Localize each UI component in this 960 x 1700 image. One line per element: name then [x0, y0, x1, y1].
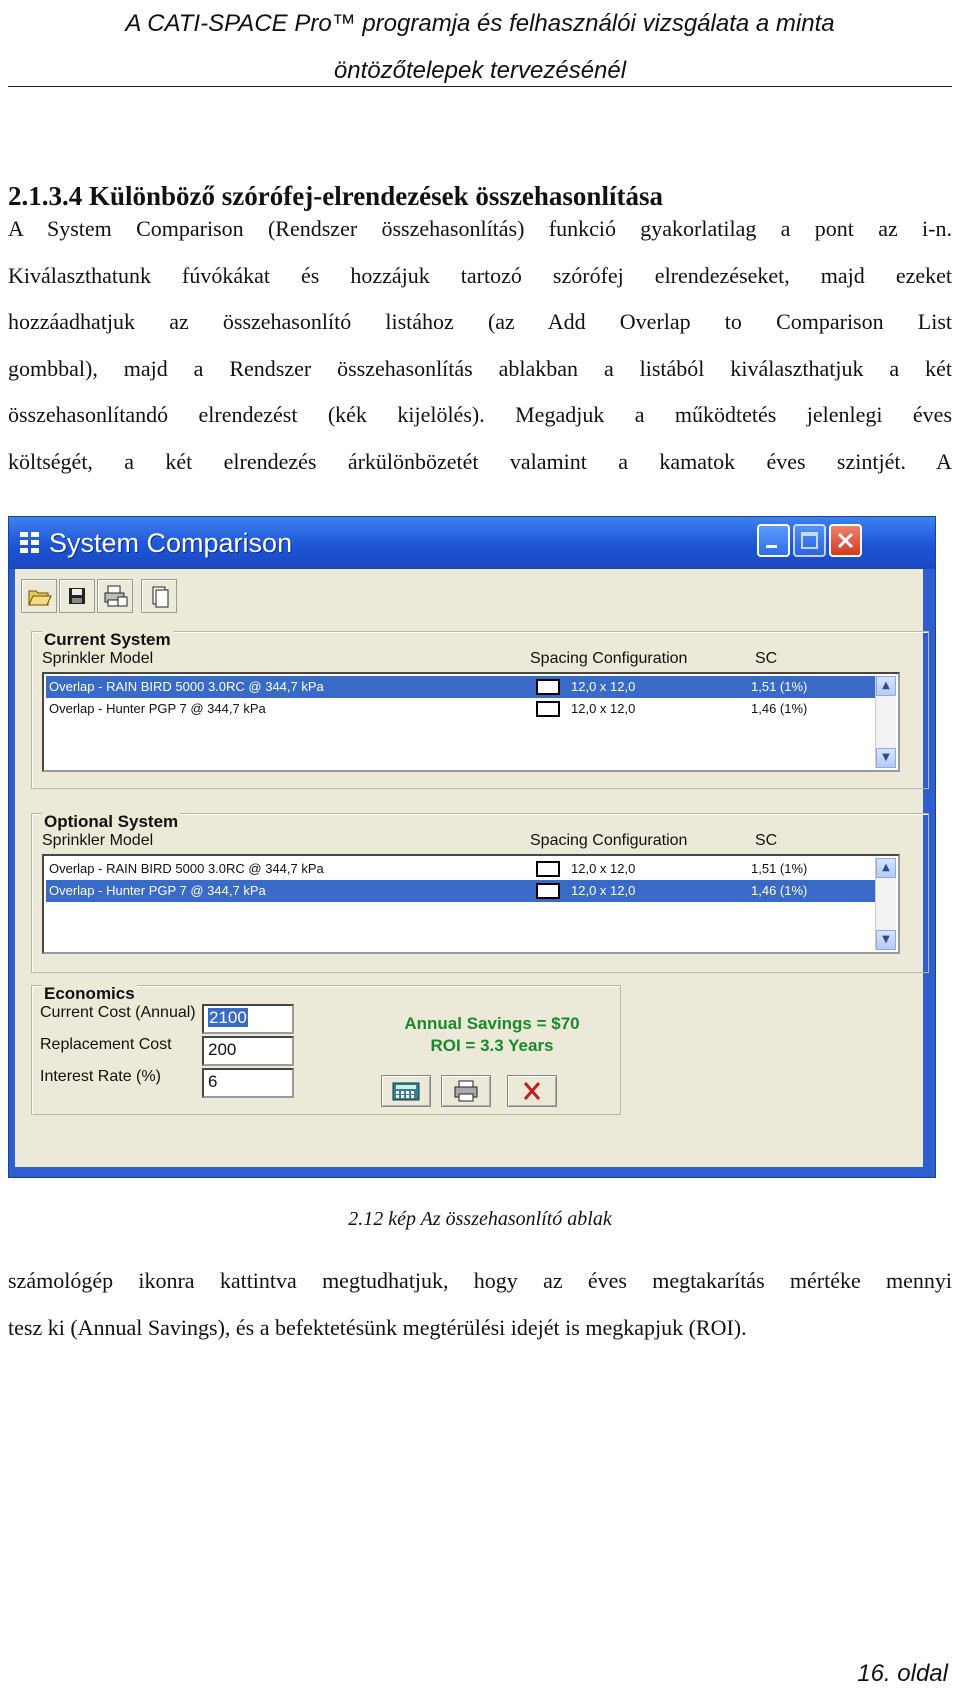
header-rule: [8, 86, 952, 87]
close-button[interactable]: [829, 524, 862, 557]
print-result-button[interactable]: [441, 1075, 491, 1107]
spacing-cell: 12,0 x 12,0: [571, 701, 636, 716]
window-client: [15, 569, 923, 1167]
model-cell: Overlap - Hunter PGP 7 @ 344,7 kPa: [49, 883, 266, 898]
roi-result: ROI = 3.3 Years: [430, 1036, 554, 1055]
minimize-button[interactable]: [757, 524, 790, 557]
replacement-cost-input[interactable]: 200: [202, 1036, 294, 1066]
current-cost-input[interactable]: [202, 1004, 294, 1034]
interest-rate-input[interactable]: 6: [202, 1068, 294, 1098]
cancel-x-icon: [508, 1076, 556, 1106]
save-icon: [60, 580, 94, 612]
spacing-grid-icon: [536, 883, 560, 899]
maximize-icon: [795, 526, 824, 555]
spacing-grid-icon: [536, 679, 560, 695]
page-number: 16. oldal: [857, 1660, 948, 1687]
print-icon: [98, 580, 132, 612]
paragraph-line: Kiválaszthatunk fúvókákat és hozzájuk tartozó szórófej elrendezéseket, majd ezeket: [8, 262, 952, 288]
col-sprinkler-model: Sprinkler Model: [42, 832, 154, 849]
scrollbar[interactable]: [875, 676, 896, 768]
scroll-down-icon[interactable]: ▼: [876, 930, 896, 950]
col-sc: SC: [755, 832, 778, 849]
spacing-cell: 12,0 x 12,0: [571, 679, 636, 694]
copy-button[interactable]: [141, 579, 177, 613]
economics-title: Economics: [44, 984, 135, 1003]
spacing-grid-icon: [536, 701, 560, 717]
paragraph-line: tesz ki (Annual Savings), és a befektetésünk megtérülési idejét is megkapjuk (ROI).: [8, 1314, 747, 1340]
list-item[interactable]: [46, 880, 876, 902]
print-button[interactable]: [97, 579, 133, 613]
system-comparison-window: [8, 516, 936, 1178]
spacing-cell: 12,0 x 12,0: [571, 861, 636, 876]
current-system-title: Current System: [44, 630, 171, 649]
sc-cell: 1,46 (1%): [751, 701, 808, 716]
col-spacing-configuration: Spacing Configuration: [530, 832, 688, 849]
open-folder-icon: [22, 580, 56, 612]
col-sc: SC: [755, 650, 778, 667]
running-header-line2: öntözőtelepek tervezésénél: [333, 57, 627, 84]
calculate-button[interactable]: [381, 1075, 431, 1107]
annual-savings-result: Annual Savings = $70: [404, 1014, 580, 1033]
paragraph-line: gombbal), majd a Rendszer összehasonlítás ablakban a listából kiválaszthatjuk a két: [8, 355, 952, 381]
cancel-button[interactable]: [507, 1075, 557, 1107]
list-item[interactable]: [46, 676, 876, 698]
model-cell: Overlap - RAIN BIRD 5000 3.0RC @ 344,7 kPa: [49, 679, 324, 694]
replacement-cost-label: Replacement Cost: [40, 1036, 172, 1053]
paragraph-line: számológép ikonra kattintva megtudhatjuk, hogy az éves megtakarítás mértéke mennyi: [8, 1268, 952, 1293]
paragraph-1: [8, 206, 952, 485]
current-system-list[interactable]: [42, 672, 900, 772]
col-spacing-configuration: Spacing Configuration: [530, 650, 688, 667]
minimize-icon: [759, 526, 788, 555]
list-item[interactable]: [46, 858, 876, 880]
paragraph-line: összehasonlítandó elrendezést (kék kijelölés). Megadjuk a működtetés jelenlegi éves: [8, 402, 952, 427]
window-title: System Comparison: [49, 528, 293, 558]
spacing-grid-icon: [536, 861, 560, 877]
sc-cell: 1,46 (1%): [751, 883, 808, 898]
paragraph-line: hozzáadhatjuk az összehasonlító listához (az Add Overlap to Comparison List: [8, 309, 952, 334]
calculator-icon: [382, 1076, 430, 1106]
scroll-down-icon[interactable]: ▼: [876, 748, 896, 768]
current-cost-value: 2100: [209, 1008, 247, 1027]
maximize-button[interactable]: [793, 524, 826, 557]
paragraph-line: A System Comparison (Rendszer összehasonlítás) funkció gyakorlatilag a pont az i-n.: [8, 216, 952, 241]
figure-caption: 2.12 kép Az összehasonlító ablak: [348, 1208, 612, 1230]
running-header: [0, 0, 960, 94]
model-cell: Overlap - RAIN BIRD 5000 3.0RC @ 344,7 kPa: [49, 861, 324, 876]
scroll-up-icon[interactable]: ▲: [876, 858, 896, 878]
optional-system-group: [31, 813, 929, 973]
col-sprinkler-model: Sprinkler Model: [42, 650, 154, 667]
open-button[interactable]: [21, 579, 57, 613]
app-grid-icon: [19, 529, 41, 555]
interest-rate-label: Interest Rate (%): [40, 1068, 161, 1085]
paragraph-line: költségét, a két elrendezés árkülönbözetét valamint a kamatok éves szintjét. A: [8, 448, 952, 474]
paragraph-2: [8, 1258, 952, 1351]
section-heading: 2.1.3.4 Különböző szórófej-elrendezések összehasonlítása: [8, 181, 663, 211]
close-icon: [831, 526, 860, 555]
running-header-line1: A CATI-SPACE Pro™ programja és felhasználói vizsgálata a minta: [125, 10, 835, 37]
scroll-up-icon[interactable]: ▲: [876, 676, 896, 696]
title-bar[interactable]: [9, 517, 935, 569]
current-system-group: [31, 631, 929, 789]
model-cell: Overlap - Hunter PGP 7 @ 344,7 kPa: [49, 701, 266, 716]
save-button[interactable]: [59, 579, 95, 613]
optional-system-title: Optional System: [44, 812, 179, 831]
scrollbar[interactable]: [875, 858, 896, 950]
current-cost-label: Current Cost (Annual): [40, 1004, 196, 1021]
spacing-cell: 12,0 x 12,0: [571, 883, 636, 898]
printer-icon: [442, 1076, 490, 1106]
list-item[interactable]: [46, 698, 876, 720]
sc-cell: 1,51 (1%): [751, 861, 808, 876]
copy-icon: [142, 580, 176, 612]
optional-system-list[interactable]: [42, 854, 900, 954]
sc-cell: 1,51 (1%): [751, 679, 808, 694]
